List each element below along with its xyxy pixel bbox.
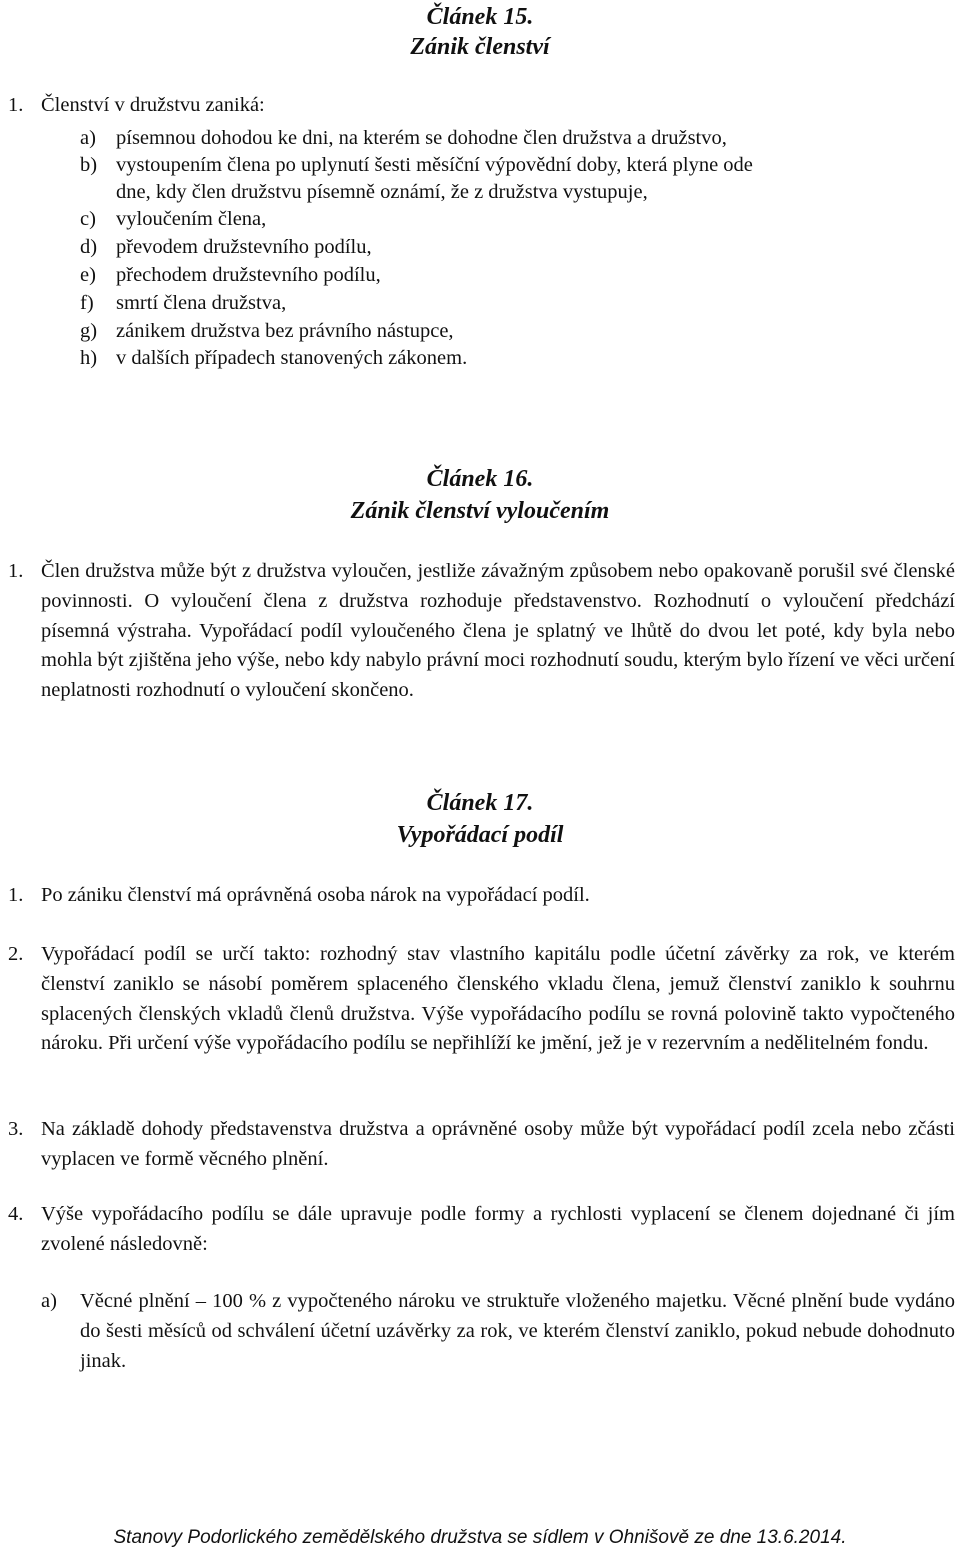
page-footer: Stanovy Podorlického zemědělského družstva se sídlem v Ohnišově ze dne 13.6.2014. — [113, 1527, 847, 1548]
article-16-paragraph: Člen družstva může být z družstva vyloučen, jestliže závažným způsobem nebo opakovaně porušil své členské povinnosti. O vyloučení člena z družstva rozhoduje představenstvo. Rozhodnutí o vyloučení předchází písemná výstraha. Vypořádací podíl vyloučeného člena je splatný ve lhůtě do dvou let poté, kdy byla nebo mohla být zjištěna jeho výše, nebo kdy nabylo právní moci rozhodnutí soudu, kterým bylo řízení ve věci určení neplatnosti rozhodnutí o vyloučení skončeno. — [41, 560, 955, 702]
list-item-text: vyloučením člena, — [116, 208, 267, 230]
article-15-title: Článek 15. — [426, 4, 534, 30]
list-item-label: e) — [80, 264, 96, 286]
article-17-item-number: 1. — [8, 884, 24, 906]
article-17-item-number: 3. — [8, 1118, 24, 1140]
list-item-text: písemnou dohodou ke dni, na kterém se dohodne člen družstva a družstvo, — [116, 127, 727, 149]
article-17-title: Článek 17. — [426, 790, 534, 816]
list-item-text: vystoupením člena po uplynutí šesti měsíční výpovědní doby, která plyne ode — [116, 154, 753, 176]
list-item-text: převodem družstevního podílu, — [116, 236, 372, 258]
article-17-paragraph: Výše vypořádacího podílu se dále upravuje podle formy a rychlosti vyplacení se členem dojednané či jím zvolené následovně: — [41, 1203, 955, 1255]
list-item-text: přechodem družstevního podílu, — [116, 264, 381, 286]
article-17-paragraph: Vypořádací podíl se určí takto: rozhodný stav vlastního kapitálu podle účetní závěrky za rok, ve kterém členství zaniklo se násobí poměrem splaceného členského vkladu člena, jemuž členství zaniklo k souhrnu splacených členských vkladů členů družstva. Výše vypořádacího podílu se rovná polovině takto vypočteného nároku. Při určení výše vypořádacího podílu se nepřihlíží ke jmění, jež je v rezervním a nedělitelném fondu. — [41, 943, 955, 1055]
list-item-label: h) — [80, 347, 98, 369]
list-item-text: v dalších případech stanovených zákonem. — [116, 347, 468, 369]
article-17-paragraph: Po zániku členství má oprávněná osoba nárok na vypořádací podíl. — [41, 884, 590, 906]
article-17-item-number: 4. — [8, 1203, 24, 1225]
list-item-text: dne, kdy člen družstvu písemně oznámí, že z družstva vystupuje, — [116, 181, 648, 203]
list-item-text: smrtí člena družstva, — [116, 292, 287, 314]
article-15-item-text: Členství v družstvu zaniká: — [41, 94, 265, 116]
list-item-label: c) — [80, 208, 96, 230]
list-item-label: b) — [80, 154, 98, 176]
list-item-text: zánikem družstva bez právního nástupce, — [116, 320, 454, 342]
article-15-subtitle: Zánik členství — [410, 34, 550, 60]
article-17-subparagraph: Věcné plnění – 100 % z vypočteného nároku ve struktuře vloženého majetku. Věcné plnění bude vydáno do šesti měsíců od schválení účetní uzávěrky za rok, ve kterém členství zaniklo, pokud nebude dohodnuto jinak. — [80, 1290, 955, 1372]
list-item-label: d) — [80, 236, 98, 258]
article-17-subtitle: Vypořádací podíl — [396, 822, 564, 848]
article-16-title: Článek 16. — [426, 466, 534, 492]
article-16-item-number: 1. — [8, 560, 24, 582]
list-item-label: g) — [80, 320, 98, 342]
list-item-label: f) — [80, 292, 94, 314]
list-item-label: a) — [80, 127, 96, 149]
article-17-item-number: 2. — [8, 943, 24, 965]
article-17-paragraph: Na základě dohody představenstva družstva a oprávněné osoby může být vypořádací podíl zcela nebo zčásti vyplacen ve formě věcného plnění. — [41, 1118, 955, 1170]
article-16-subtitle: Zánik členství vyloučením — [350, 498, 610, 524]
article-15-item-number: 1. — [8, 94, 24, 116]
list-item-label: a) — [41, 1290, 57, 1312]
